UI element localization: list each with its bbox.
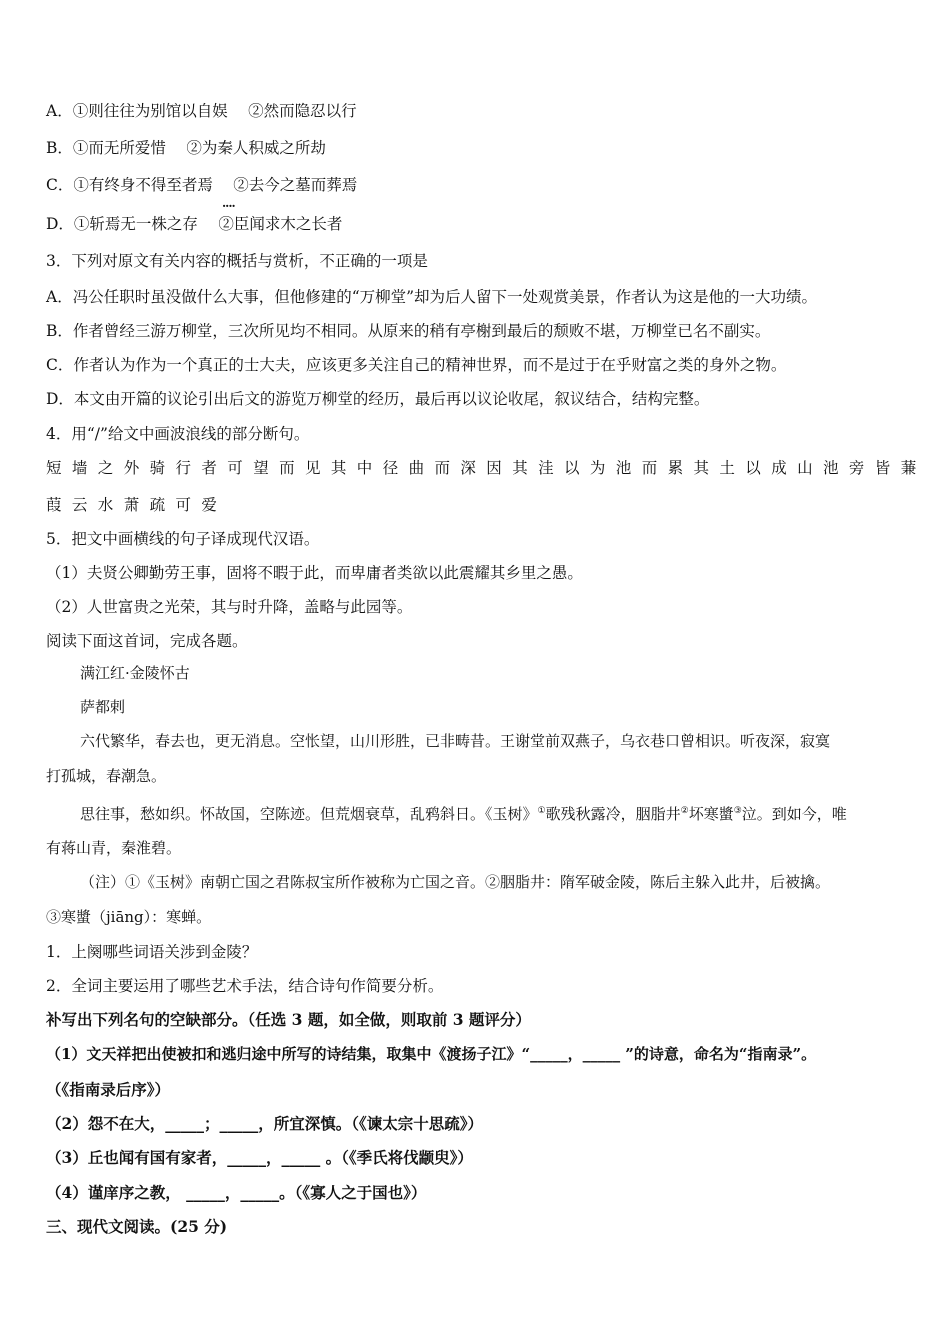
- emphasis-dots: ....: [222, 196, 235, 210]
- footnote-marker-3: ③: [733, 806, 742, 816]
- poem-stanza2-part-a: 思往事，愁如织。怀故国，空陈迹。但荒烟衰草，乱鸦斜日。《玉树》: [80, 805, 538, 823]
- q3-option-a: A．冯公任职时虽没做什么大事，但他修建的“万柳堂”却为后人留下一处观赏美景，作者认为这是他的一大功绩。: [46, 288, 818, 306]
- q2-option-d: D．①斩焉无一株之存 ②臣闻求木之长者: [46, 215, 343, 233]
- footnote-marker-2: ②: [680, 806, 689, 816]
- q5-sentence-2: （2）人世富贵之光荣，其与时升降，盖略与此园等。: [46, 598, 413, 616]
- fill-item-2: （2）怨不在大，_____；_____，所宜深慎。（《谏太宗十思疏》）: [46, 1114, 484, 1133]
- q5-stem: 5．把文中画横线的句子译成现代汉语。: [46, 530, 320, 548]
- q3-option-d: D．本文由开篇的议论引出后文的游览万柳堂的经历，最后再以议论收尾，叙议结合，结构完整。: [46, 390, 710, 408]
- q5-sentence-1: （1）夫贤公卿勤劳王事，固将不暇于此，而卑庸者类欲以此震耀其乡里之愚。: [46, 564, 583, 582]
- footnote-marker-1: ①: [537, 806, 546, 816]
- poem-stanza2-part-b: 歌残秋露冷，胭脂井: [545, 805, 681, 823]
- fill-item-1: （1）文天祥把出使被扣和逃归途中所写的诗结集，取集中《渡扬子江》“_____，_____ ”的诗意，命名为“指南录”。: [46, 1045, 817, 1063]
- poem-stanza1-line1: 六代繁华，春去也，更无消息。空怅望，山川形胜，已非畴昔。王谢堂前双燕子，乌衣巷口曾相识。听夜深，寂寞: [80, 732, 831, 750]
- fill-item-4: （4）谨庠序之教， _____，_____。（《寡人之于国也》）: [46, 1183, 427, 1202]
- poem-note-1: （注）①《玉树》南朝亡国之君陈叔宝所作被称为亡国之音。②胭脂井：隋军破金陵，陈后主躲入此井，后被擒。: [80, 873, 831, 891]
- q3-option-b: B．作者曾经三游万柳堂，三次所见均不相同。从原来的稍有亭榭到最后的颓败不堪，万柳堂已名不副实。: [46, 322, 771, 340]
- fill-item-3: （3）丘也闻有国有家者，_____，_____ 。（《季氏将伐颛臾》）: [46, 1148, 473, 1167]
- q2-option-b: B．①而无所爱惜 ②为秦人积威之所劫: [46, 139, 326, 157]
- poem-intro: 阅读下面这首词，完成各题。: [46, 632, 248, 650]
- fill-item-1-source: （《指南录后序》）: [46, 1080, 171, 1099]
- q4-text-line2: 葭云水萧疏可爱: [46, 496, 228, 514]
- poem-title: 满江红·金陵怀古: [80, 664, 190, 682]
- poem-note-2: ③寒螿（jiāng）：寒蝉。: [46, 908, 212, 926]
- section-3-heading: 三、现代文阅读。(25 分): [46, 1217, 228, 1236]
- poem-stanza2-line1: [80, 800, 847, 825]
- poem-question-2: 2．全词主要运用了哪些艺术手法，结合诗句作简要分析。: [46, 977, 444, 995]
- poem-author: 萨都剌: [80, 698, 126, 716]
- q4-stem: 4．用“/”给文中画波浪线的部分断句。: [46, 425, 310, 443]
- poem-stanza2-part-d: 泣。到如今，唯: [741, 805, 847, 823]
- fill-blank-stem: 补写出下列名句的空缺部分。（任选 3 题，如全做，则取前 3 题评分）: [46, 1010, 531, 1029]
- q2-option-a: A．①则往往为别馆以自娱 ②然而隐忍以行: [46, 102, 357, 120]
- poem-stanza2-line2: 有蒋山青，秦淮碧。: [46, 839, 182, 857]
- q3-option-c: C．作者认为作为一个真正的士大夫，应该更多关注自己的精神世界，而不是过于在乎财富之类的身外之物。: [46, 356, 787, 374]
- poem-stanza2-part-c: 坏寒螿: [688, 805, 734, 823]
- q2-option-c: C．①有终身不得至者焉 ②去今之墓而葬焉: [46, 176, 358, 194]
- q4-text-line1: 短墙之外骑行者可望而见其中径曲而深因其洼以为池而累其土以成山池旁皆蒹: [46, 459, 927, 477]
- q3-stem: 3．下列对原文有关内容的概括与赏析，不正确的一项是: [46, 252, 428, 270]
- poem-question-1: 1．上阕哪些词语关涉到金陵？: [46, 943, 258, 961]
- poem-stanza1-line2: 打孤城，春潮急。: [46, 767, 167, 785]
